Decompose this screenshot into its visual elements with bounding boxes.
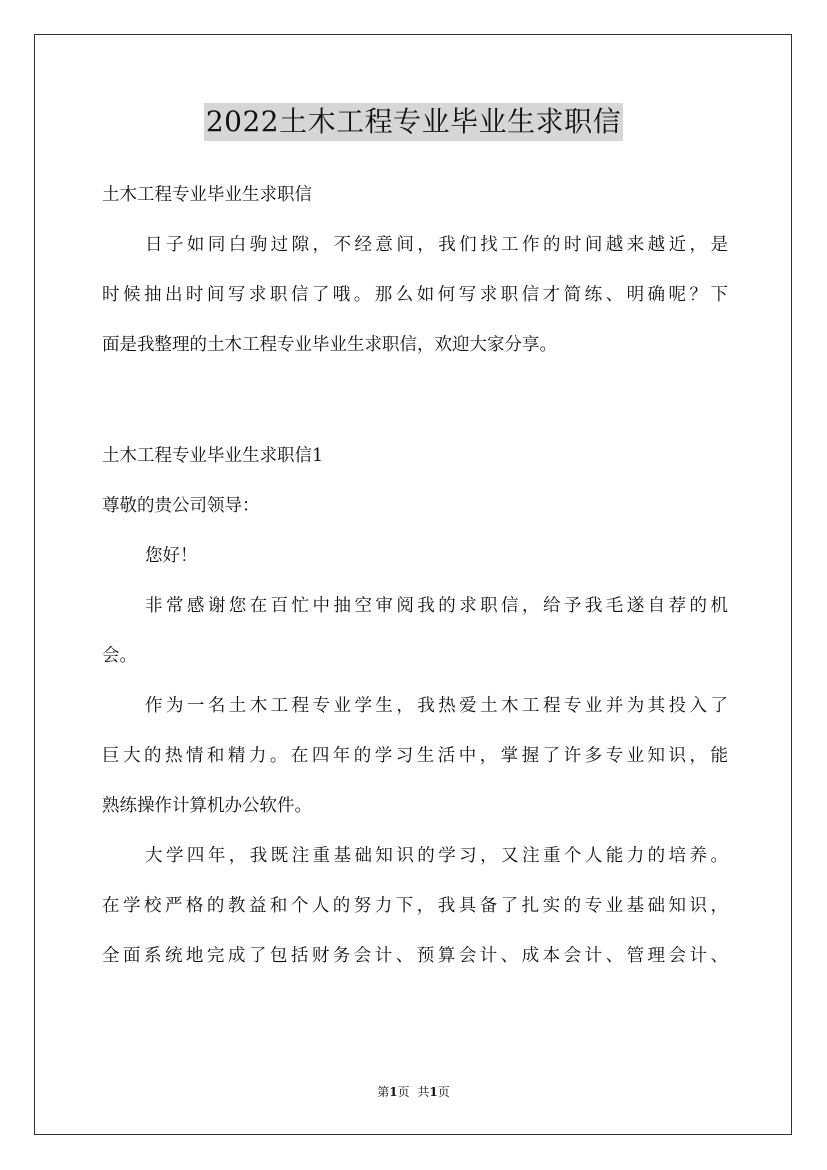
paragraph-line: 熟练操作计算机办公软件。 xyxy=(102,796,312,816)
greeting-line: 您好！ xyxy=(145,546,198,566)
paragraph-line: 在学校严格的教益和个人的努力下，我具备了扎实的专业基础知识， xyxy=(102,896,728,916)
paragraph-line: 非常感谢您在百忙中抽空审阅我的求职信，给予我毛遂自荐的机 xyxy=(145,596,728,616)
paragraph-line: 全面系统地完成了包括财务会计、预算会计、成本会计、管理会计、 xyxy=(102,946,728,966)
subtitle-line: 土木工程专业毕业生求职信 xyxy=(102,185,312,205)
footer-page-suffix: 页 xyxy=(397,1085,410,1099)
footer-total-pages: 1 xyxy=(429,1085,438,1099)
footer-page-prefix: 第 xyxy=(377,1085,390,1099)
paragraph-gap xyxy=(102,370,728,431)
paragraph-line: 时候抽出时间写求职信了哦。那么如何写求职信才简练、明确呢？下 xyxy=(102,285,728,305)
paragraph-line: 大学四年，我既注重基础知识的学习，又注重个人能力的培养。 xyxy=(145,846,728,866)
document-title: 2022土木工程专业毕业生求职信 xyxy=(204,103,623,141)
paragraph-line: 面是我整理的土木工程专业毕业生求职信，欢迎大家分享。 xyxy=(102,335,557,355)
footer-page-number: 1 xyxy=(389,1085,398,1099)
paragraph-line: 日子如同白驹过隙，不经意间，我们找工作的时间越来越近，是 xyxy=(145,235,728,255)
salutation-line: 尊敬的贵公司领导： xyxy=(102,496,260,516)
footer-total-prefix: 共 xyxy=(417,1085,430,1099)
paragraph-line: 会。 xyxy=(102,646,137,666)
footer-total-suffix: 页 xyxy=(437,1085,450,1099)
document-body xyxy=(102,170,728,981)
page-footer xyxy=(0,1084,827,1100)
title-container xyxy=(0,103,827,141)
section-heading: 土木工程专业毕业生求职信1 xyxy=(102,446,324,466)
paragraph-line: 巨大的热情和精力。在四年的学习生活中，掌握了许多专业知识，能 xyxy=(102,746,728,766)
paragraph-line: 作为一名土木工程专业学生，我热爱土木工程专业并为其投入了 xyxy=(145,696,728,716)
